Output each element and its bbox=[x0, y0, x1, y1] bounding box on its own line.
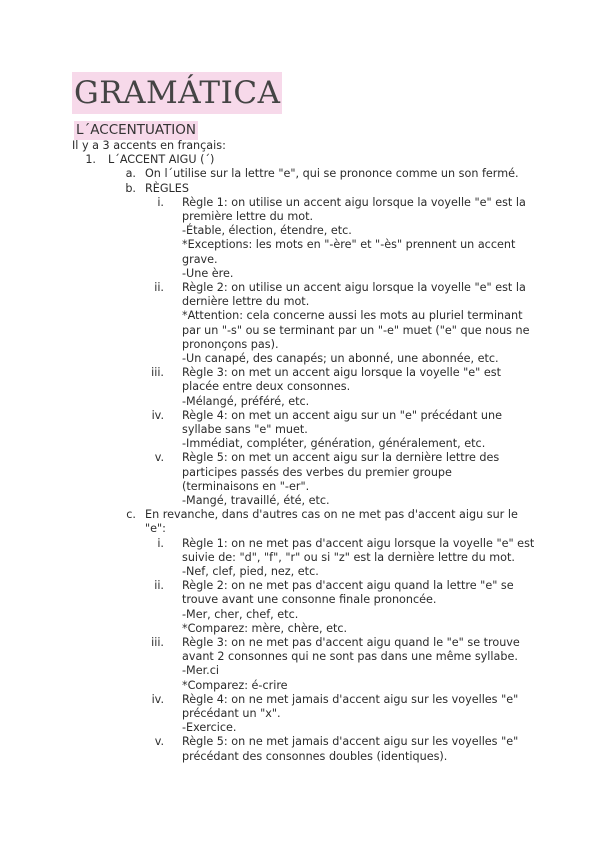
section-heading: L´ACCENTUATION bbox=[76, 122, 197, 138]
rule-line: grave. bbox=[182, 252, 218, 266]
rule-marker: v. bbox=[154, 451, 164, 465]
rule-marker: iii. bbox=[151, 636, 164, 649]
rule-line: Règle 1: on ne met pas d'accent aigu lorsque la voyelle "e" est bbox=[182, 536, 535, 550]
rule-line: syllabe sans "e" muet. bbox=[182, 423, 308, 436]
rule-line: *Comparez: é-crire bbox=[182, 678, 288, 692]
list-item-text: On l´utilise sur la lettre "e", qui se prononce comme un son fermé. bbox=[145, 167, 519, 181]
rule-line: dernière lettre du mot. bbox=[182, 295, 310, 309]
list-item-text: En revanche, dans d'autres cas on ne met pas d'accent aigu sur le bbox=[145, 508, 518, 522]
list-marker: a. bbox=[125, 167, 136, 181]
rule-line: -Nef, clef, pied, nez, etc. bbox=[182, 565, 319, 578]
rule-line: *Attention: cela concerne aussi les mots au pluriel terminant bbox=[182, 309, 523, 323]
rule-line: Règle 2: on utilise un accent aigu lorsque la voyelle "e" est la bbox=[182, 281, 526, 294]
list-marker: 1. bbox=[85, 153, 96, 167]
rule-line: Règle 1: on utilise un accent aigu lorsque la voyelle "e" est la bbox=[182, 195, 526, 209]
rule-marker: iv. bbox=[151, 408, 164, 422]
list-item-text: RÈGLES bbox=[145, 181, 189, 195]
rule-marker: ii. bbox=[154, 579, 164, 593]
section-label: L´ACCENT AIGU (´) bbox=[108, 153, 215, 167]
page-title: GRAMÁTICA bbox=[72, 72, 282, 114]
rule-line: première lettre du mot. bbox=[182, 210, 314, 223]
rule-line: Règle 3: on ne met pas d'accent aigu quand le "e" se trouve bbox=[182, 636, 520, 649]
list-item-text: "e": bbox=[145, 522, 166, 536]
rule-line: -Une ère. bbox=[182, 266, 234, 280]
rule-line: -Mélangé, préféré, etc. bbox=[182, 394, 310, 408]
rule-marker: v. bbox=[154, 735, 164, 749]
rule-line: -Mer.ci bbox=[182, 664, 219, 678]
rule-line: Règle 2: on ne met pas d'accent aigu quand la lettre "e" se bbox=[182, 579, 514, 593]
rule-marker: iv. bbox=[151, 692, 164, 706]
rule-line: -Exercice. bbox=[182, 721, 237, 735]
rule-line: précédant un "x". bbox=[182, 707, 281, 720]
rule-line: (terminaisons en "-er". bbox=[182, 479, 310, 493]
list-marker: b. bbox=[125, 181, 136, 195]
rule-marker: i. bbox=[157, 536, 164, 550]
rule-line: précédant des consonnes doubles (identiques). bbox=[182, 749, 448, 763]
rule-marker: iii. bbox=[151, 366, 164, 380]
rule-line: Règle 5: on met un accent aigu sur la dernière lettre des bbox=[182, 451, 500, 465]
rule-line: prononçons pas). bbox=[182, 337, 279, 351]
rule-line: avant 2 consonnes qui ne sont pas dans une même syllabe. bbox=[182, 650, 518, 664]
rule-line: -Mangé, travaillé, été, etc. bbox=[182, 494, 330, 507]
list-marker: c. bbox=[126, 508, 136, 522]
rule-line: suivie de: "d", "f", "r" ou si "z" est la dernière lettre du mot. bbox=[182, 550, 515, 564]
rule-line: Règle 4: on met un accent aigu sur un "e" précédant une bbox=[182, 408, 502, 422]
rule-line: placée entre deux consonnes. bbox=[182, 380, 351, 394]
rule-line: Règle 5: on ne met jamais d'accent aigu sur les voyelles "e" bbox=[182, 735, 519, 749]
intro-text: Il y a 3 accents en français: bbox=[72, 139, 226, 152]
rule-line: Règle 4: on ne met jamais d'accent aigu sur les voyelles "e" bbox=[182, 692, 519, 706]
rule-line: -Immédiat, compléter, génération, généralement, etc. bbox=[182, 437, 486, 451]
rule-line: *Comparez: mère, chère, etc. bbox=[182, 621, 348, 635]
rule-line: -Étable, élection, étendre, etc. bbox=[182, 224, 352, 238]
rule-line: trouve avant une consonne finale prononcée. bbox=[182, 593, 437, 607]
rule-line: -Un canapé, des canapés; un abonné, une abonnée, etc. bbox=[182, 352, 499, 365]
rule-marker: ii. bbox=[154, 281, 164, 294]
rule-line: participes passés des verbes du premier groupe bbox=[182, 465, 452, 479]
rule-line: par un "-s" ou se terminant par un "-e" muet ("e" que nous ne bbox=[182, 323, 530, 337]
rule-line: Règle 3: on met un accent aigu lorsque la voyelle "e" est bbox=[182, 366, 501, 380]
rule-marker: i. bbox=[157, 195, 164, 209]
rule-line: -Mer, cher, chef, etc. bbox=[182, 607, 299, 621]
rule-line: *Exceptions: les mots en "-ère" et "-ès" prennent un accent bbox=[182, 238, 516, 252]
